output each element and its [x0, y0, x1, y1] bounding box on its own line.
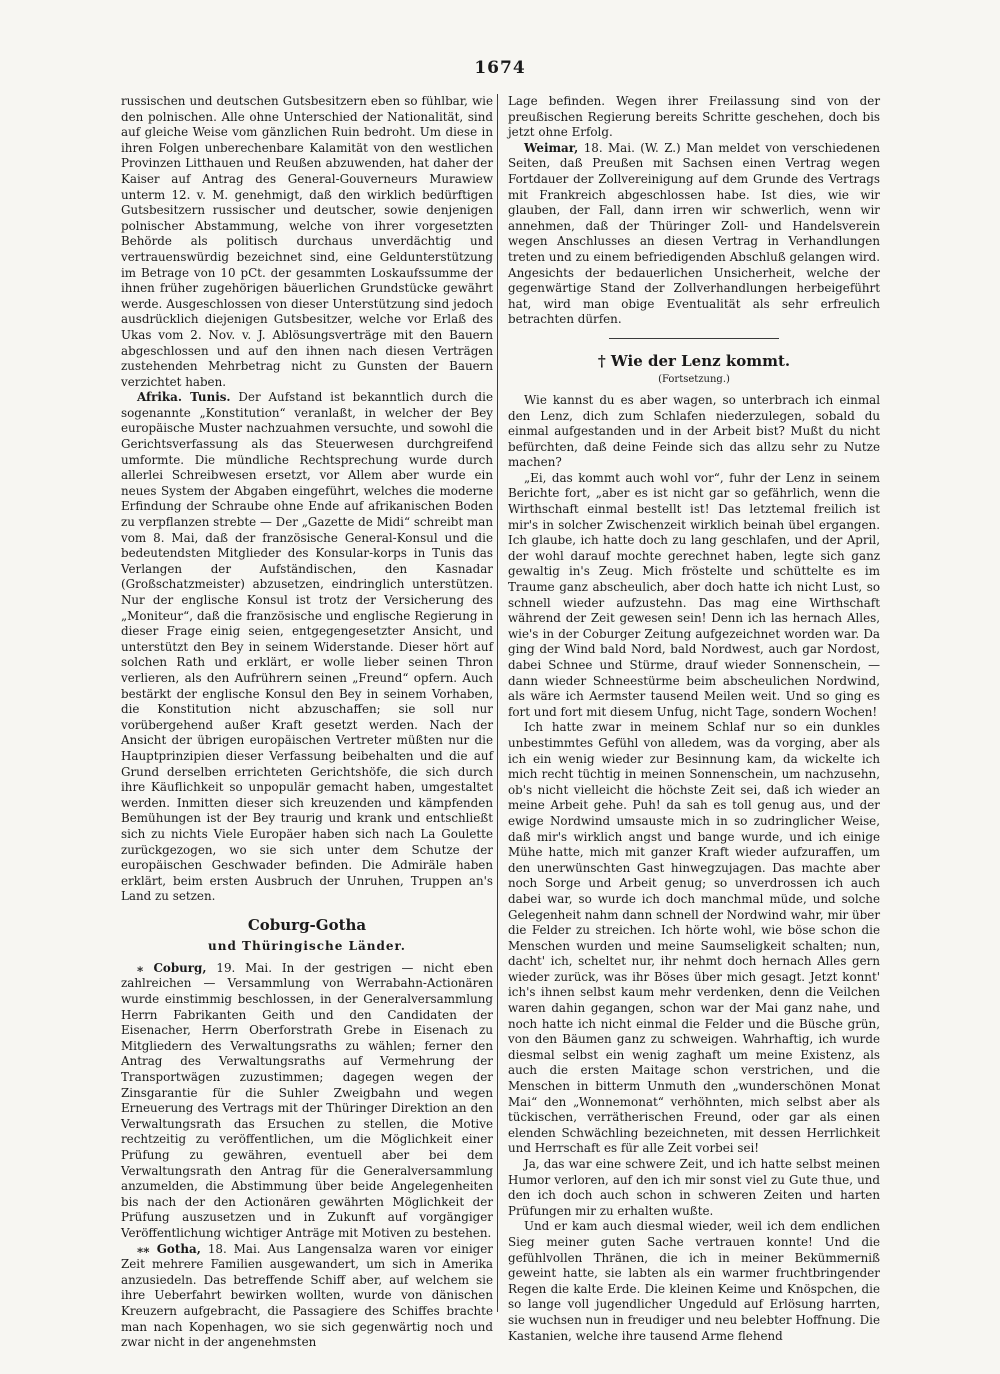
article-gotha — [121, 1242, 493, 1351]
page-number: 1674 — [474, 58, 526, 78]
article-tunis-dateline: Afrika. Tunis. — [137, 390, 231, 405]
article-weimar — [508, 141, 880, 328]
article-coburg-text: 19. Mai. In der gestrigen — nicht eben zahlreichen — Versammlung von Werrabahn-Actionären wurde einstimmig beschlossen, in der Generalversammlung Herrn Fabrikanten Geith und den Candidaten der Eisenacher, Herrn Oberforstrath Grebe in Eisenach zu Mitgliedern des Verwaltungsraths zu wählen; ferner den Antrag des Verwaltungsraths auf Vermehrung der Transportwägen zuzustimmen; dagegen wegen der Zinsgarantie für die Suhler Zweigbahn und wegen Erneuerung des Vertrags mit der Thüringer Direktion an den Verwaltungsrath das Ersuchen zu stellen, die Motive rechtzeitig zu veröffentlichen, um die Möglichkeit einer Prüfung zu gewähren, eventuell aber bei dem Verwaltungsrath den Antrag für die Generalversammlung anzumelden, die Abstimmung über beide Angelegenheiten bis nach der den Actionären gewährten Möglichkeit der Prüfung auszusetzen und in Zukunft auf vorgängiger Veröffentlichung wichtiger Anträge mit Motiven zu bestehen. — [121, 960, 493, 1240]
article-coburg — [121, 961, 493, 1242]
story-paragraph: Wie kannst du es aber wagen, so unterbrach ich einmal den Lenz, dich zum Schlafen niederzulegen, sobald du einmal aufgestanden und in der Arbeit bist? Mußt du nicht befürchten, daß deine Feinde sich das allzu sehr zu Nutze machen? — [508, 392, 880, 470]
article-coburg-dateline: ⁎ Coburg, — [137, 960, 207, 975]
story-paragraph: Und er kam auch diesmal wieder, weil ich dem endlichen Sieg meiner guten Sache vertrauen konnte! Und die gefühlvollen Thränen, die ich in meiner Bekümmerniß geweint hatte, sie labten als ein warmer fruchtbringender Regen die kalte Erde. Die kleinen Keime und Knöspchen, die so lange voll jugendlicher Ungeduld auf Erlösung harrten, sie wuchsen nun in freudiger und neu belebter Hoffnung. Die Kastanien, welche ihre tausend Arme flehend — [508, 1219, 880, 1343]
right-column — [508, 94, 880, 1344]
article-weimar-text: 18. Mai. (W. Z.) Man meldet von verschiedenen Seiten, daß Preußen mit Sachsen einen Vertrag wegen Fortdauer der Zollvereinigung auf dem Grunde des Vertrags mit Frankreich abgeschlossen habe. Ist dies, wie wir glauben, der Fall, dann irren wir schwerlich, wenn wir annehmen, daß der Thüringer Zoll- und Handelsverein wegen Anschlusses an diesen Vertrag in Verhandlungen treten und zu einem befriedigenden Abschluß gelangen wird. Angesichts der bedauerlichen Unsicherheit, welche der gegenwärtige Stand der Zollverhandlungen herbeigeführt hat, wird man obige Eventualität als sehr erfreulich betrachten dürfen. — [508, 140, 880, 327]
section-subheading: und Thüringische Länder. — [208, 938, 406, 953]
article-gotha-dateline: ⁎⁎ Gotha, — [137, 1241, 201, 1256]
story-paragraph: Ich hatte zwar in meinem Schlaf nur so ein dunkles unbestimmtes Gefühl von alledem, was da vorging, aber als ich ein wenig wieder zur Besinnung kam, da wickelte ich mich recht tüchtig in meinen Sonnenschein, um nachzusehn, ob's nicht vielleicht die höchste Zeit sei, daß ich wieder an meine Arbeit gehe. Puh! da sah es toll genug aus, und der ewige Nordwind umsauste mich in so zudringlicher Weise, daß mir's wirklich angst und bange wurde, und ich einige Mühe hatte, mich mit ganzer Kraft wieder aufzuraffen, um den unerwünschten Gast hinwegzujagen. Das machte aber noch Sorge und Arbeit genug; so unverdrossen ich auch dabei war, so wurde ich doch manchmal müde, und solche Gelegenheit nahm dann schnell der Nordwind wahr, mir über die Felder zu streichen. Ich hörte wohl, wie böse schon die Menschen wurden und meine Saumseligkeit schalten; nun, dacht' ich, scheltet nur, ihr nehmt doch hernach Alles gern wieder zurück, was ihr Böses über mich gesagt. Jetzt konnt' ich's ihnen selbst kaum mehr verdenken, denn die Veilchen waren dahin gegangen, schon war der Mai ganz nahe, und noch hatte ich nicht einmal die Felder und die Büsche grün, von den Bäumen ganz zu schweigen. Wahrhaftig, ich wurde diesmal selbst ein wenig zaghaft um meine Existenz, als auch die ersten Maitage schon verstrichen, und die Menschen in bitterm Unmuth den „wunderschönen Monat Mai“ den „Wonnemonat“ verhöhnten, mich selbst aber als tückischen, verrätherischen Freund, oder gar als einen elenden Schwächling bezeichneten, mit dessen Herrlichkeit und Herrschaft es für alle Zeit vorbei sei! — [508, 720, 880, 1156]
article-tunis-text: Der Aufstand ist bekanntlich durch die sogenannte „Konstitution“ veranlaßt, in welcher der Bey europäische Muster nachzuahmen versuchte, und sowohl die Gerichtsverfassung als das Steuerwesen durchgreifend umformte. Die mündliche Rechtsprechung wurde durch allerlei Schreibwesen ersetzt, vor Allem aber wurde ein neues System der Abgaben eingeführt, welches die moderne Erfindung der Schraube ohne Ende auf afrikanischen Boden zu verpflanzen strebte — Der „Gazette de Midi“ schreibt man vom 8. Mai, daß der französische General-Konsul und die bedeutendsten Mitglieder des Konsular-korps in Tunis das Verlangen der Aufständischen, den Kasnadar (Großschatzmeister) abzusetzen, eindringlich unterstützen. Nur der englische Konsul ist trotz der Versicherung des „Moniteur“, daß die französische und englische Regierung in dieser Frage einig seien, entgegengesetzter Ansicht, und unterstützt den Bey in seinem Widerstande. Dieser hört auf solchen Rath und erklärt, er wolle lieber seinen Thron verlieren, als den Aufrührern seinen „Freund“ opfern. Auch bestärkt der englische Konsul den Bey in seinem Vorhaben, die Konstitution nicht abzuschaffen; sie soll nur vorübergehend außer Kraft gesetzt werden. Nach der Ansicht der übrigen europäischen Vertreter müßten nur die Hauptprinzipien dieser Verfassung beibehalten und die auf Grund derselben errichteten Gerichtshöfe, die sich durch ihre Käuflichkeit so unpopulär gemacht haben, umgestaltet werden. Inmitten dieser sich kreuzenden und kämpfenden Bemühungen ist der Bey traurig und krank und entschließt sich zu nichts Viele Europäer haben sich nach La Goulette zurückgezogen, wo sie sich unter dem Schutze der europäischen Geschwader befinden. Die Admiräle haben erklärt, beim ersten Ausbruch der Unruhen, Truppen an's Land zu setzen. — [121, 390, 493, 904]
story-title: † Wie der Lenz kommt. — [597, 351, 791, 370]
article-gotha-text: 18. Mai. Aus Langensalza waren vor einiger Zeit mehrere Familien ausgewandert, um sich in Amerika anzusiedeln. Das betreffende Schiff aber, auf welchem sie ihre Ueberfahrt bewirken wollten, wurde von dänischen Kreuzern aufgebracht, die Passagiere des Schiffes brachte man nach Kopenhagen, wo sie sich gegenwärtig noch und zwar nicht in der angenehmsten — [121, 1241, 493, 1350]
article-russia-text: russischen und deutschen Gutsbesitzern eben so fühlbar, wie den polnischen. Alle ohne Unterschied der Nationalität, sind auf gleiche Weise vom gänzlichen Ruin bedroht. Um diese in ihren Folgen unberechenbare Kalamität von den westlichen Provinzen Litthauen und Reußen abzuwenden, hat daher der Kaiser auf Antrag des General-Gouverneurs Murawiew unterm 12. v. M. genehmigt, daß den wirklich bedürftigen Gutsbesitzern russischer und deutscher, sowie denjenigen polnischer Abstammung, welche von ihrer vorgesetzten Behörde als politisch durchaus unverdächtig und vertrauenswürdig bezeichnet sind, eine Geldunterstützung im Betrage von 10 pCt. der gesammten Loskaufssumme der ihnen früher zugehörigen bäuerlichen Grundstücke gewährt werde. Ausgeschlossen von dieser Unterstützung sind jedoch ausdrücklich diejenigen Gutsbesitzer, welche vor Erlaß des Ukas vom 2. Nov. v. J. Ablösungsverträge mit den Bauern abgeschlossen und auf den ihnen nach diesen Verträgen zustehenden Mehrbetrag nicht zu Gunsten der Bauern verzichtet haben. — [121, 94, 493, 389]
column-divider — [497, 94, 498, 1312]
section-heading-coburg-gotha: Coburg-Gotha — [247, 915, 367, 934]
article-gotha-continued: Lage befinden. Wegen ihrer Freilassung sind von der preußischen Regierung bereits Schritte geschehen, doch bis jetzt ohne Erfolg. — [508, 94, 880, 140]
story-subtitle: (Fortsetzung.) — [658, 373, 730, 385]
left-column — [121, 94, 493, 1351]
section-rule — [609, 338, 779, 339]
story-paragraph: „Ei, das kommt auch wohl vor“, fuhr der Lenz in seinem Berichte fort, „aber es ist nicht gar so gefährlich, wenn die Wirthschaft einmal bestellt ist! Das letztemal freilich ist mir's in solcher Zwischenzeit wirklich beinah übel ergangen. Ich glaube, ich hatte doch zu lang geschlafen, und der April, der wohl darauf mochte gerechnet haben, legte sich ganz gewaltig in's Zeug. Mich fröstelte und schüttelte es im Traume ganz abscheulich, aber doch hatte ich nicht Lust, so schnell wieder aufzustehn. Das mag eine Wirthschaft während der Zeit gewesen sein! Denn ich las hernach Alles, wie's in der Coburger Zeitung aufgezeichnet worden war. Da ging der Wind bald Nord, bald Nordwest, auch gar Nordost, dabei Schnee und Stürme, drauf wieder Sonnenschein, — dann wieder Schneestürme beim abscheulichen Nordwind, als wäre ich Aermster tausend Meilen weit. Und so ging es fort und fort mit diesem Unfug, nicht Tage, sondern Wochen! — [508, 470, 880, 719]
article-tunis — [121, 390, 493, 905]
story-paragraph: Ja, das war eine schwere Zeit, und ich hatte selbst meinen Humor verloren, auf den ich mir sonst viel zu Gute thue, und den ich doch auch schon in schweren Zeiten und harten Prüfungen mir zu erhalten wußte. — [508, 1157, 880, 1218]
article-weimar-dateline: Weimar, — [524, 140, 579, 155]
